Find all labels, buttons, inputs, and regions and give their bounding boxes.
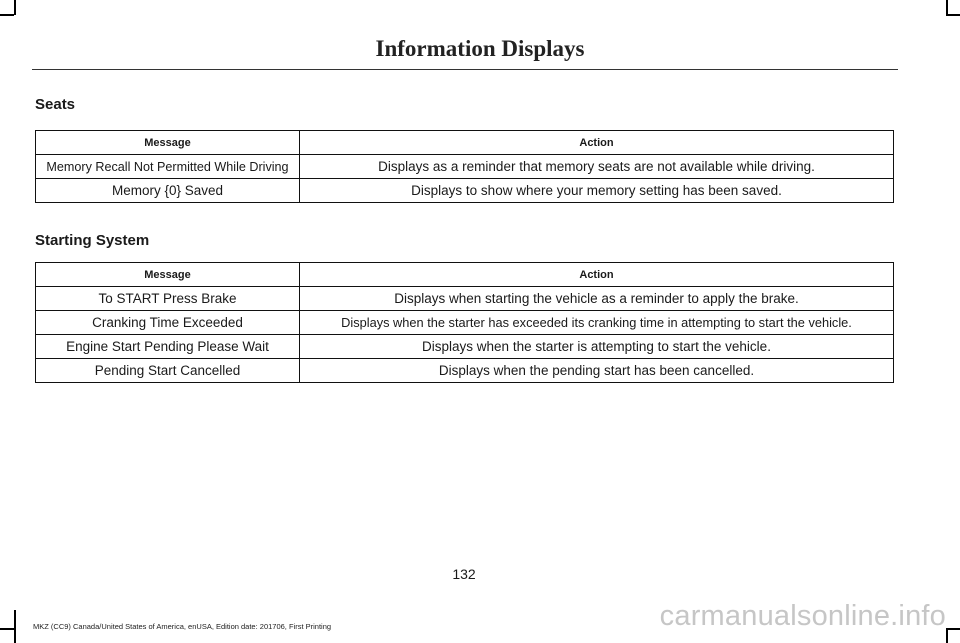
message-cell: Engine Start Pending Please Wait xyxy=(36,335,300,359)
column-header-action: Action xyxy=(300,263,894,287)
watermark: carmanualsonline.info xyxy=(659,600,946,632)
title-divider xyxy=(32,69,898,70)
table-row xyxy=(36,179,894,203)
table-header-row xyxy=(36,263,894,287)
crop-mark xyxy=(0,628,14,630)
column-header-message: Message xyxy=(36,131,300,155)
crop-mark xyxy=(14,0,16,15)
crop-mark xyxy=(14,610,16,643)
crop-mark xyxy=(946,628,948,643)
message-cell: Memory {0} Saved xyxy=(36,179,300,203)
message-cell: Memory Recall Not Permitted While Driving xyxy=(36,155,300,179)
edition-footer: MKZ (CC9) Canada/United States of America, enUSA, Edition date: 201706, First Printing xyxy=(33,622,332,631)
crop-mark xyxy=(0,14,14,16)
crop-mark xyxy=(946,0,948,15)
message-cell: To START Press Brake xyxy=(36,287,300,311)
section-heading-starting-system: Starting System xyxy=(35,232,150,249)
table-row xyxy=(36,155,894,179)
action-cell: Displays when the starter has exceeded its cranking time in attempting to start the vehicle. xyxy=(300,311,894,335)
action-cell: Displays as a reminder that memory seats are not available while driving. xyxy=(300,155,894,179)
column-header-message: Message xyxy=(36,263,300,287)
table-row xyxy=(36,287,894,311)
table-row xyxy=(36,311,894,335)
section-heading-seats: Seats xyxy=(35,96,76,113)
crop-mark xyxy=(946,628,960,630)
crop-mark xyxy=(946,14,960,16)
action-cell: Displays when the starter is attempting to start the vehicle. xyxy=(300,335,894,359)
action-cell: Displays when starting the vehicle as a reminder to apply the brake. xyxy=(300,287,894,311)
starting-system-table xyxy=(35,262,894,383)
page-title: Information Displays xyxy=(375,36,585,61)
action-cell: Displays to show where your memory setting has been saved. xyxy=(300,179,894,203)
table-row xyxy=(36,335,894,359)
page-number: 132 xyxy=(452,566,476,582)
message-cell: Cranking Time Exceeded xyxy=(36,311,300,335)
seats-table xyxy=(35,130,894,203)
table-row xyxy=(36,359,894,383)
column-header-action: Action xyxy=(300,131,894,155)
table-header-row xyxy=(36,131,894,155)
message-cell: Pending Start Cancelled xyxy=(36,359,300,383)
action-cell: Displays when the pending start has been cancelled. xyxy=(300,359,894,383)
